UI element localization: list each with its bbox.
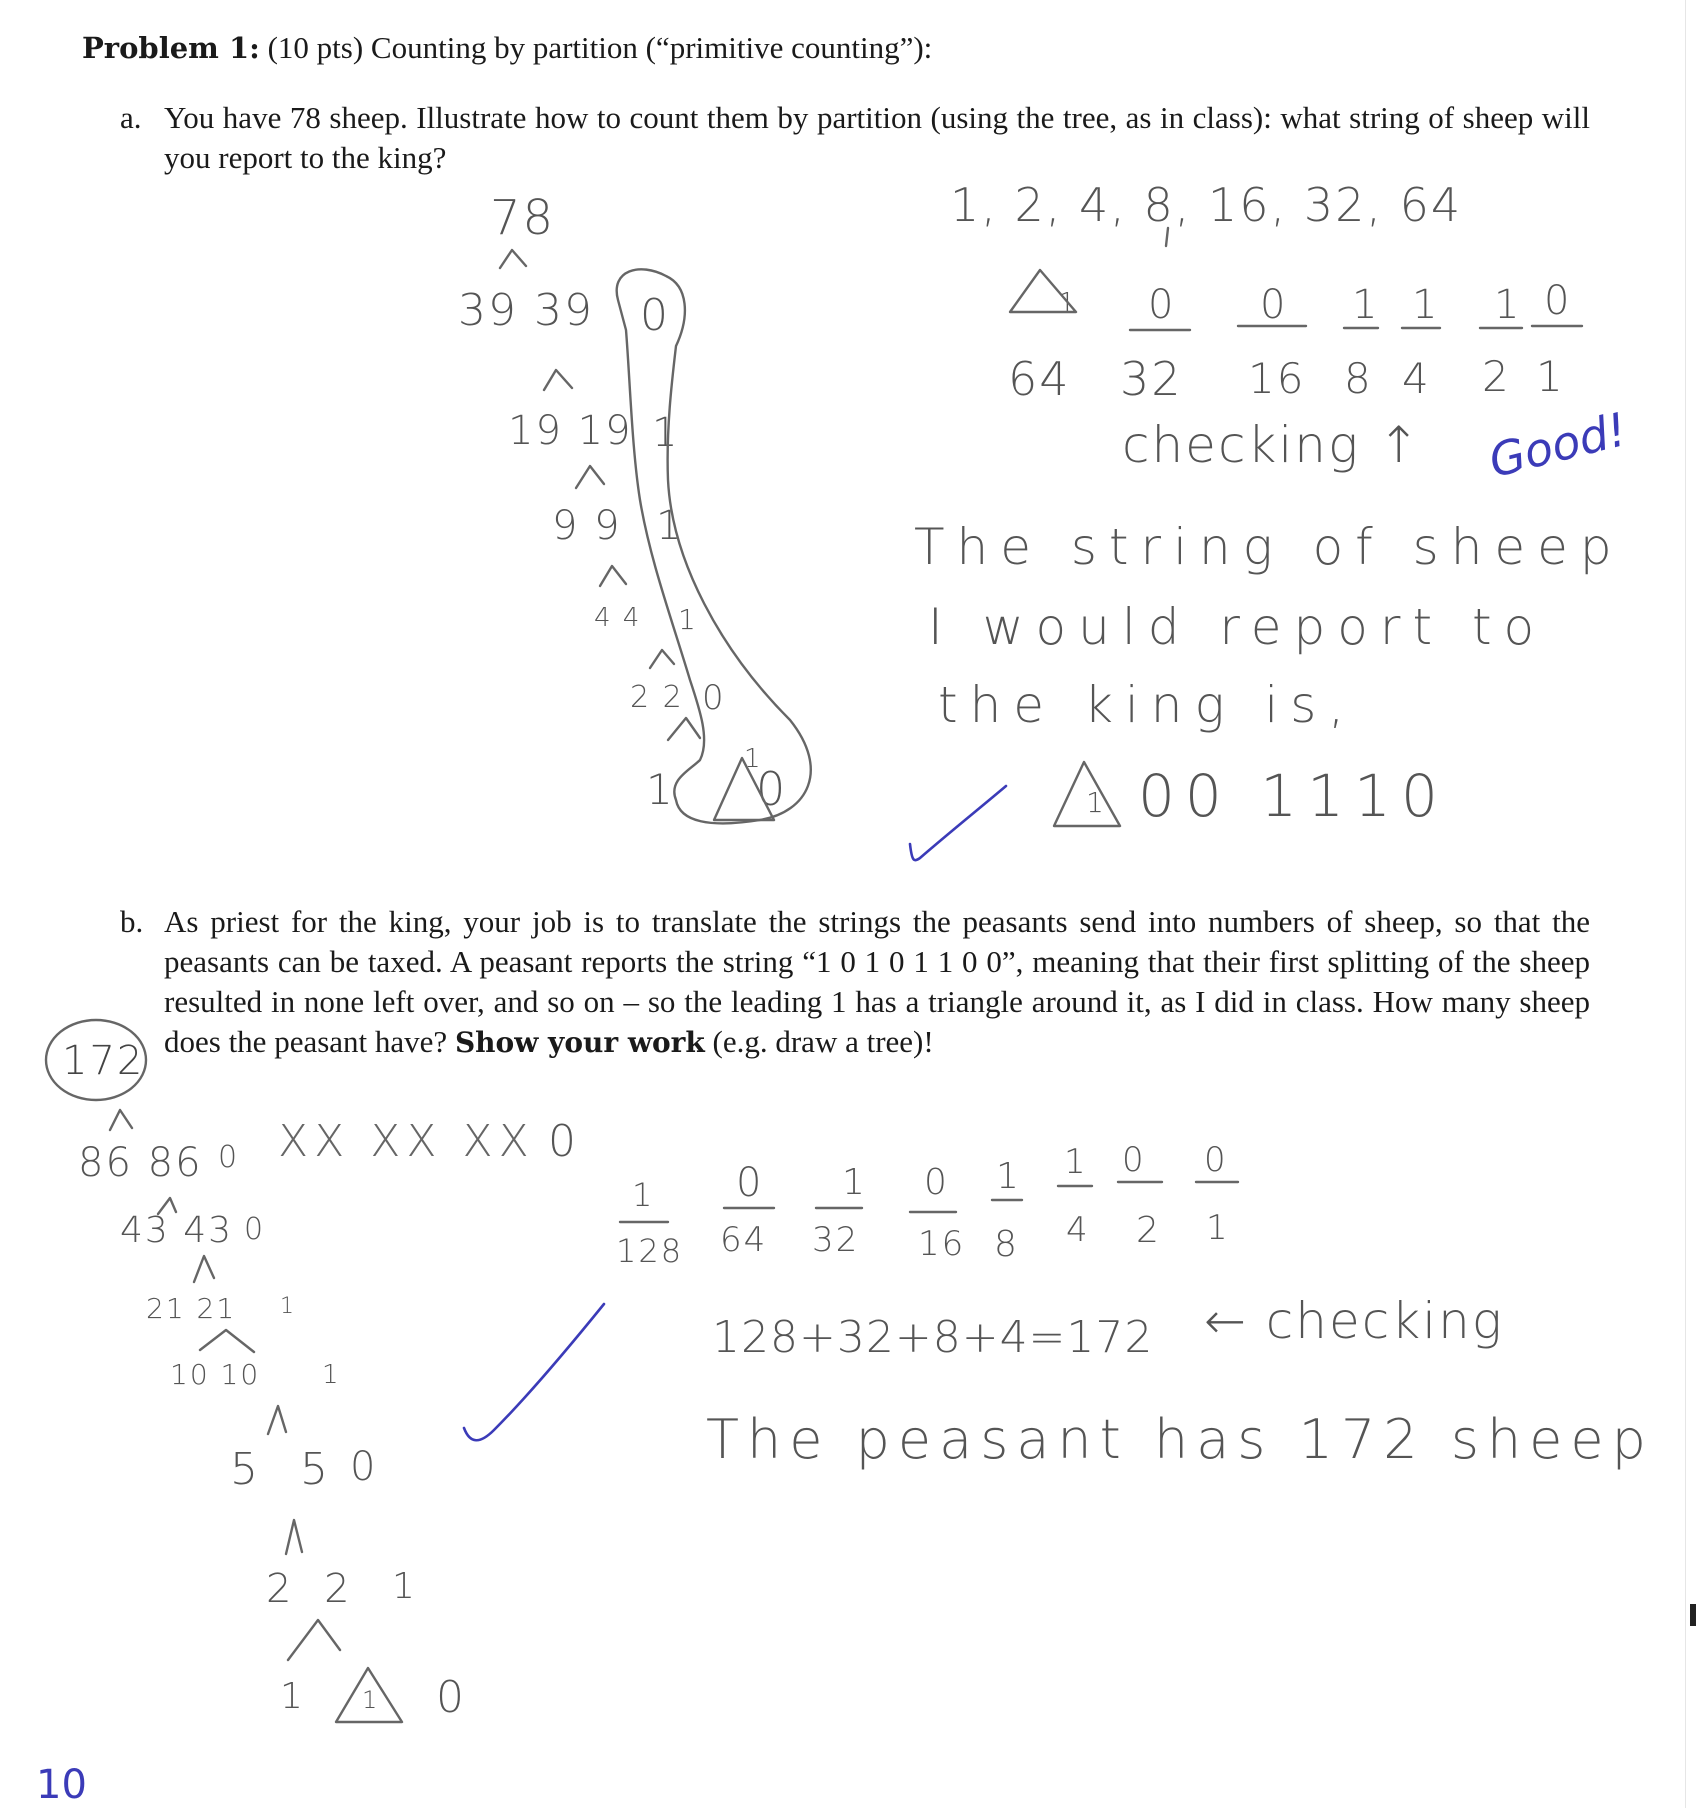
tree-a-rem-6: 0 [756, 762, 788, 816]
crossed-tail-zero: 0 [548, 1116, 578, 1167]
checking-a: checking ↑ [1122, 416, 1422, 474]
answer-a-lead: 1 [1086, 786, 1106, 819]
tree-a-rem-4: 1 [678, 603, 698, 636]
tree-a-rem-5: 0 [702, 678, 726, 718]
answer-a-line-3: the king is, [938, 676, 1357, 734]
tree-b-row-1: 86 86 [78, 1140, 203, 1186]
triangle-a-answer [1054, 762, 1120, 826]
place-a-64: 64 [1008, 352, 1071, 406]
digit-a-4: 1 [1352, 282, 1380, 328]
digit-b-4: 0 [924, 1162, 949, 1203]
part-a-label: a. [120, 100, 142, 135]
digit-a-3: 0 [1260, 282, 1288, 328]
digit-b-7: 0 [1122, 1140, 1146, 1180]
digit-a-1: 1 [1058, 286, 1078, 319]
answer-a-line-2: I would report to [928, 598, 1547, 656]
place-a-32: 32 [1120, 352, 1183, 406]
digit-a-7: 0 [1544, 278, 1572, 324]
tree-a-rem-2: 1 [652, 410, 680, 456]
tree-a-row-2: 19 19 [508, 408, 633, 454]
checkmark-b [464, 1304, 604, 1440]
digit-b-6: 1 [1064, 1142, 1088, 1182]
problem-points: (10 pts) [267, 30, 364, 65]
tree-b-row-2: 43 43 [120, 1210, 234, 1251]
caret-a-6 [668, 718, 700, 740]
score: 10 [36, 1762, 87, 1808]
caret-a-3 [576, 466, 604, 488]
tree-a-row-1: 39 39 [458, 285, 594, 336]
digit-b-2: 0 [736, 1160, 764, 1206]
circled-total: 172 [62, 1038, 145, 1084]
triangle-b-tree [336, 1668, 402, 1722]
place-b-16: 16 [918, 1224, 966, 1264]
part-b-bold: Show your work [454, 1026, 705, 1059]
caret-a-4 [600, 566, 626, 586]
tree-a-row-4: 4 4 [594, 603, 642, 633]
circle-total [46, 1020, 146, 1100]
place-b-128: 128 [616, 1232, 684, 1270]
answer-a-string: 00 1110 [1138, 762, 1448, 830]
answer-a-line-1: The string of sheep [914, 518, 1624, 576]
tree-a-rem-1: 0 [640, 290, 670, 341]
place-a-8: 8 [1344, 354, 1373, 403]
tree-b-row-4: 10 10 [170, 1358, 261, 1391]
tree-b-rem-7: 0 [436, 1672, 466, 1723]
digit-a-6: 1 [1494, 282, 1522, 328]
grader-comment-good: Good! [1483, 401, 1633, 489]
digit-b-1: 1 [632, 1176, 655, 1214]
tree-b-rem-6: 1 [392, 1566, 417, 1607]
checking-b: ← checking [1204, 1292, 1504, 1350]
place-b-4: 4 [1066, 1210, 1090, 1250]
tree-b-rem-4: 1 [322, 1360, 341, 1390]
triangle-a-tree [714, 758, 774, 820]
tree-a-rem-3: 1 [656, 503, 684, 549]
checkmark-a [910, 786, 1006, 860]
tree-a-row-6: 1 [646, 765, 675, 814]
place-b-8: 8 [994, 1224, 1019, 1265]
digit-b-3: 1 [842, 1162, 867, 1203]
digit-a-5: 1 [1412, 282, 1440, 328]
fraction-lines-a [1130, 326, 1582, 330]
remainder-loop [617, 269, 811, 823]
tree-b-rem-1: 0 [218, 1140, 240, 1175]
crossed-out-scribble: XX XX XX [278, 1116, 535, 1167]
caret-a-5 [650, 650, 674, 668]
place-b-64: 64 [720, 1220, 768, 1260]
tree-a-lead: 1 [744, 744, 763, 774]
place-a-2: 2 [1482, 352, 1511, 401]
problem-label: Problem 1: [82, 31, 260, 65]
tree-b-rem-3: 1 [280, 1294, 296, 1319]
fraction-lines-b [620, 1182, 1238, 1222]
tree-b-rem-2: 0 [244, 1212, 266, 1247]
digit-b-8: 0 [1204, 1140, 1228, 1180]
place-b-2: 2 [1136, 1210, 1161, 1251]
place-a-4: 4 [1402, 354, 1431, 403]
tree-b-rem-5: 0 [350, 1444, 378, 1490]
place-b-1: 1 [1206, 1208, 1230, 1248]
caret-a-1 [500, 250, 526, 268]
tree-b-row-7: 1 [280, 1676, 305, 1717]
sum-b: 128+32+8+4=172 [712, 1312, 1154, 1363]
part-b-label: b. [120, 904, 144, 939]
digit-a-2: 0 [1148, 282, 1176, 328]
triangle-a-digit [1010, 270, 1076, 312]
problem-title: Counting by partition (“primitive counting”): [370, 30, 933, 65]
part-b-text-1: As priest for the king, your job is to translate the strings the peasants send into numbers of sheep, so that the peasants can be taxed. A peasant reports the string “1 0 1 0 1 1 0 0”, meaning that their first splitting of the sheep resulted in none left over, and so on – so the leading 1 has a triangle around it, as I did in class. How many sheep does the peasant have? [164, 904, 1590, 1059]
tree-a-row-3: 9 9 [552, 503, 622, 549]
tree-b-row-5: 5 5 [230, 1444, 342, 1495]
tree-b-lead: 1 [362, 1686, 380, 1714]
caret-a-2 [544, 370, 572, 390]
tree-a-root: 78 [490, 190, 556, 246]
place-b-32: 32 [812, 1220, 860, 1260]
digit-b-5: 1 [996, 1156, 1021, 1197]
place-a-1: 1 [1536, 352, 1565, 401]
conclusion-b: The peasant has 172 sheep [706, 1408, 1654, 1471]
tree-b-row-6: 2 2 [266, 1566, 360, 1612]
tree-b-row-3: 21 21 [146, 1292, 237, 1325]
place-a-16: 16 [1248, 354, 1306, 403]
tree-a-row-5: 2 2 [630, 680, 684, 715]
part-a-text: You have 78 sheep. Illustrate how to count them by partition (using the tree, as in class): what string of sheep will you report to the king? [164, 100, 1590, 175]
part-b-text-2: (e.g. draw a tree)! [712, 1024, 934, 1059]
powers-list: 1, 2, 4, 8, 16, 32, 64 [950, 178, 1463, 232]
